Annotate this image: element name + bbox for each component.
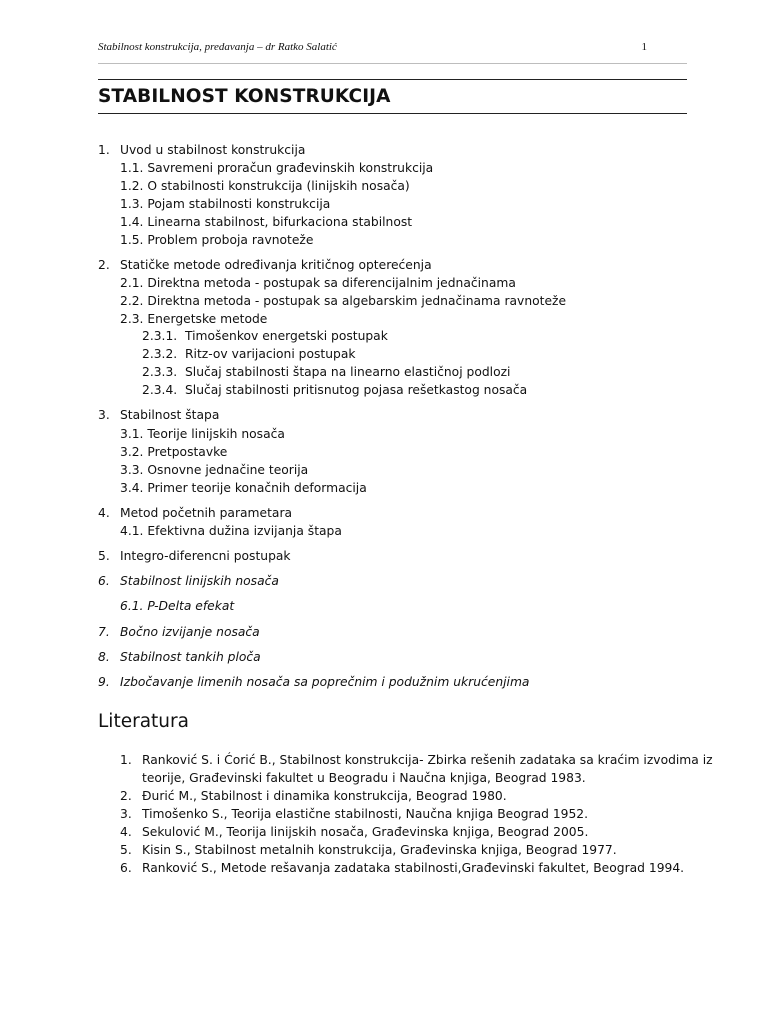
toc-chapter: Integro-diferencni postupak (120, 549, 291, 563)
toc-chapter: Metod početnih parametara (120, 506, 293, 520)
title-bottom-rule (98, 113, 687, 114)
literature-number: 4. (120, 825, 132, 839)
toc-number: 8. (98, 650, 110, 664)
toc-chapter: Stabilnost štapa (120, 408, 220, 422)
toc-subsection: Slučaj stabilnosti štapa na linearno elastičnoj podlozi (185, 365, 511, 379)
literature-item: Ranković S. i Ćorić B., Stabilnost konstrukcija- Zbirka rešenih zadataka sa kraćim izvodima iz (142, 753, 713, 767)
header-divider (98, 63, 687, 64)
toc-number: 6. (98, 574, 110, 588)
toc-subsection: Ritz-ov varijacioni postupak (185, 347, 356, 361)
toc-section: 4.1. Efektivna dužina izvijanja štapa (120, 524, 342, 538)
toc-section: 3.4. Primer teorije konačnih deformacija (120, 481, 367, 495)
literature-item: Sekulović M., Teorija linijskih nosača, Građevinska knjiga, Beograd 2005. (142, 825, 589, 839)
literature-number: 5. (120, 843, 132, 857)
toc-chapter: Uvod u stabilnost konstrukcija (120, 143, 306, 157)
toc-number: 2. (98, 258, 110, 272)
toc-section: 6.1. P-Delta efekat (120, 599, 235, 613)
running-title: Stabilnost konstrukcija, predavanja – dr Ratko Salatić (98, 41, 337, 53)
toc-subsection: Slučaj stabilnosti pritisnutog pojasa rešetkastog nosača (185, 383, 528, 397)
literature-item: Timošenko S., Teorija elastične stabilnosti, Naučna knjiga Beograd 1952. (142, 807, 589, 821)
literature-number: 1. (120, 753, 132, 767)
running-header (98, 41, 687, 53)
toc-chapter: Stabilnost linijskih nosača (120, 574, 279, 588)
title-top-rule (98, 79, 687, 80)
literature-number: 3. (120, 807, 132, 821)
toc-chapter: Bočno izvijanje nosača (120, 625, 260, 639)
toc-chapter: Izbočavanje limenih nosača sa poprečnim i podužnim ukrućenjima (120, 675, 530, 689)
literature-heading: Literatura (98, 711, 189, 732)
toc-chapter: Stabilnost tankih ploča (120, 650, 261, 664)
toc-section: 1.4. Linearna stabilnost, bifurkaciona stabilnost (120, 215, 413, 229)
toc-subsection-number: 2.3.1. (142, 329, 178, 343)
toc-section: 1.3. Pojam stabilnosti konstrukcija (120, 197, 331, 211)
toc-section: 3.3. Osnovne jednačine teorija (120, 463, 309, 477)
literature-item-continuation: teorije, Građevinski fakultet u Beogradu i Naučna knjiga, Beograd 1983. (142, 771, 586, 785)
toc-section: 3.2. Pretpostavke (120, 445, 228, 459)
literature-item: Kisin S., Stabilnost metalnih konstrukcija, Građevinska knjiga, Beograd 1977. (142, 843, 617, 857)
page-title: STABILNOST KONSTRUKCIJA (98, 86, 391, 107)
toc-section: 2.2. Direktna metoda - postupak sa algebarskim jednačinama ravnoteže (120, 294, 567, 308)
toc-subsection-number: 2.3.4. (142, 383, 178, 397)
literature-number: 6. (120, 861, 132, 875)
toc-number: 1. (98, 143, 110, 157)
toc-section: 1.2. O stabilnosti konstrukcija (linijskih nosača) (120, 179, 410, 193)
toc-section: 2.1. Direktna metoda - postupak sa diferencijalnim jednačinama (120, 276, 516, 290)
toc-section: 1.5. Problem proboja ravnoteže (120, 233, 314, 247)
toc-subsection-number: 2.3.2. (142, 347, 178, 361)
toc-section: 2.3. Energetske metode (120, 312, 268, 326)
toc-subsection: Timošenkov energetski postupak (185, 329, 388, 343)
toc-number: 7. (98, 625, 110, 639)
toc-chapter: Statičke metode određivanja kritičnog opterećenja (120, 258, 432, 272)
toc-number: 5. (98, 549, 110, 563)
toc-subsection-number: 2.3.3. (142, 365, 178, 379)
literature-item: Đurić M., Stabilnost i dinamika konstrukcija, Beograd 1980. (142, 789, 507, 803)
toc-number: 9. (98, 675, 110, 689)
literature-number: 2. (120, 789, 132, 803)
page-number: 1 (641, 41, 647, 53)
toc-number: 4. (98, 506, 110, 520)
toc-section: 1.1. Savremeni proračun građevinskih konstrukcija (120, 161, 434, 175)
toc-section: 3.1. Teorije linijskih nosača (120, 427, 285, 441)
literature-item: Ranković S., Metode rešavanja zadataka stabilnosti,Građevinski fakultet, Beograd 1994. (142, 861, 685, 875)
toc-number: 3. (98, 408, 110, 422)
